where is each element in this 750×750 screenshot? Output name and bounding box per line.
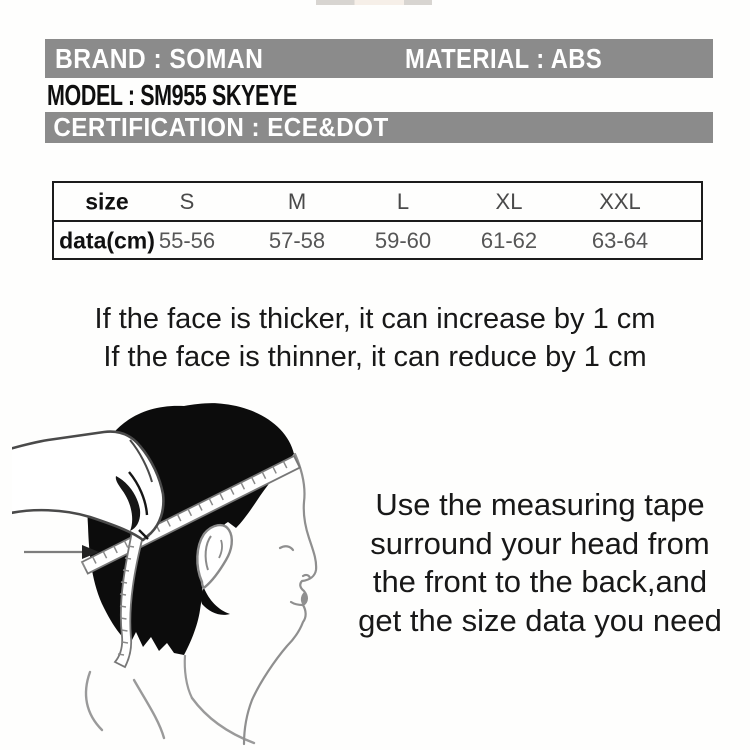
arrow-right-icon [24,545,99,559]
size-m-header: M [287,188,307,214]
size-xxl-header: XXL [599,188,641,214]
material-label: MATERIAL : ABS [405,42,603,74]
size-xl-value: 61-62 [480,227,538,253]
size-column-header: size [85,188,129,214]
certification-label: CERTIFICATION : ECE&DOT [53,112,389,142]
ear [197,525,232,587]
fit-note-line1: If the face is thicker, it can increase by 1 cm [94,303,656,335]
size-xxl-value: 63-64 [591,227,649,253]
size-l-header: L [396,188,410,214]
hand [12,432,163,540]
cropped-top-banner [316,0,432,5]
brand-label: BRAND : SOMAN [55,42,264,74]
size-xl-header: XL [495,188,523,214]
size-s-value: 55-56 [158,227,216,253]
measuring-instruction [330,486,750,640]
measuring-instruction-line1: Use the measuring tape [375,487,705,522]
size-table-header-row [54,183,701,222]
fit-adjustment-note [0,300,750,376]
measuring-instruction-line2: surround your head from [370,525,710,561]
hair-wisp [201,588,230,615]
brand-material-bar [45,39,713,78]
model-label: MODEL : SM955 SKYEYE [47,80,297,112]
measuring-instruction-line3: the front to the back,and [372,564,708,599]
size-s-header: S [179,188,195,214]
certification-bar [45,112,713,143]
size-table-data-row [54,222,701,259]
data-cm-label: data(cm) [59,227,155,253]
measuring-instruction-line4: get the size data you need [358,602,722,638]
size-l-value: 59-60 [374,227,432,253]
size-m-value: 57-58 [268,227,326,253]
size-chart-table [52,181,703,260]
shoulder-sketch [86,672,254,743]
head-measurement-illustration [12,398,347,748]
fit-note-line2: If the face is thinner, it can reduce by 1 cm [103,341,647,373]
neck-line [185,655,192,698]
